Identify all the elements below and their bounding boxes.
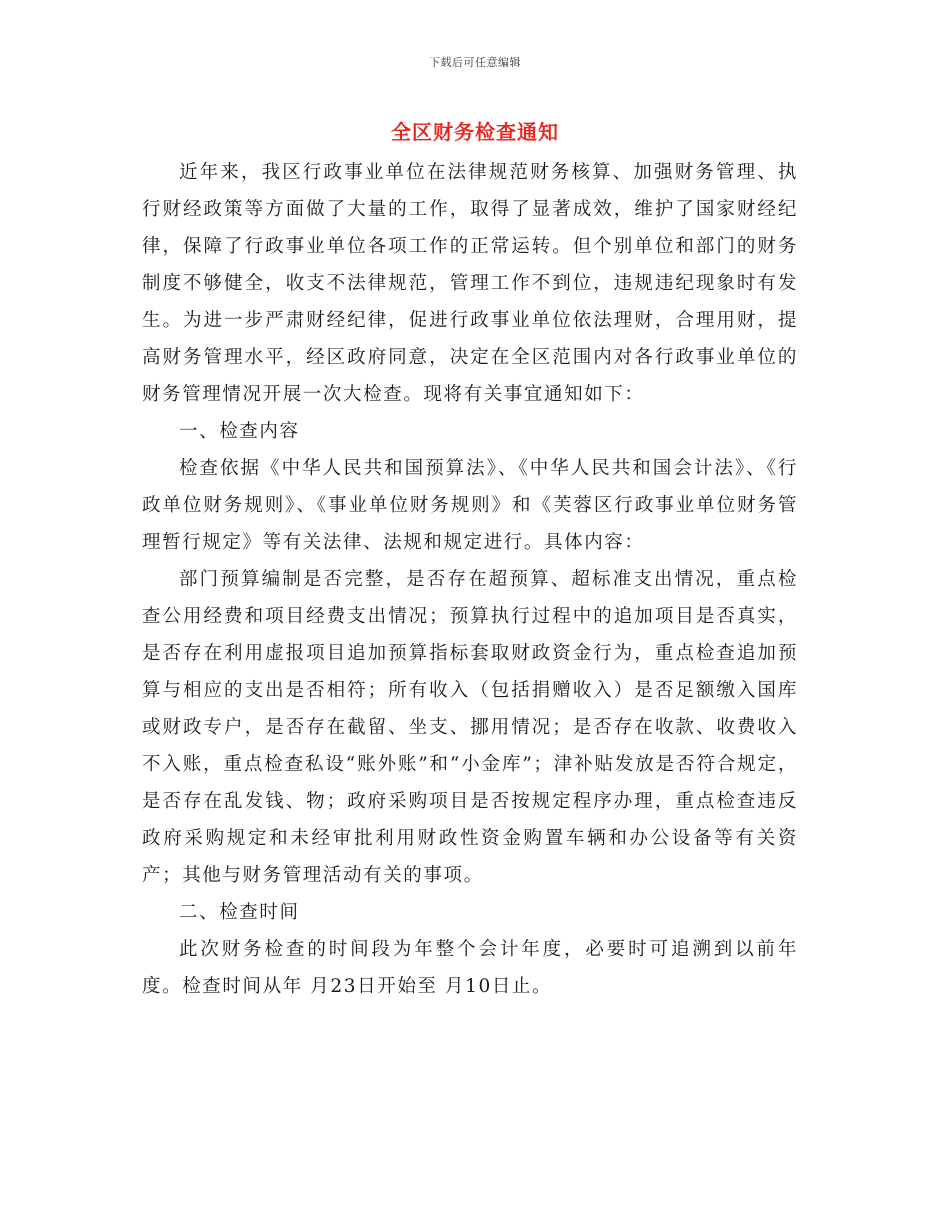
document-body [142,154,798,1005]
document-title: 全区财务检查通知 [391,120,559,144]
page-header-note: 下载后可任意编辑 [429,56,521,69]
inspection-time-paragraph: 此次财务检查的时间段为年整个会计年度，必要时可追溯到以前年度。检查时间从年 月23日开始至 月10日止。 [142,939,798,997]
section-heading-inspection-content: 一、检查内容 [179,421,300,442]
inspection-items-paragraph: 部门预算编制是否完整，是否存在超预算、超标准支出情况，重点检查公用经费和项目经费支出情况；预算执行过程中的追加项目是否真实，是否存在利用虚报项目追加预算指标套取财政资金行为，重点检查追加预算与相应的支出是否相符；所有收入（包括捐赠收入）是否足额缴入国库或财政专户，是否存在截留、坐支、挪用情况；是否存在收款、收费收入不入账，重点检查私设“账外账”和“小金库”；津补贴发放是否符合规定，是否存在乱发钱、物；政府采购项目是否按规定程序办理，重点检查违反政府采购规定和未经审批利用财政性资金购置车辆和办公设备等有关资产；其他与财务管理活动有关的事项。 [142,569,798,886]
inspection-basis-paragraph: 检查依据《中华人民共和国预算法》、《中华人民共和国会计法》、《行政单位财务规则》、《事业单位财务规则》和《芙蓉区行政事业单位财务管理暂行规定》等有关法律、法规和规定进行。具体内容： [142,458,798,553]
section-heading-inspection-time: 二、检查时间 [179,902,300,923]
intro-paragraph: 近年来，我区行政事业单位在法律规范财务核算、加强财务管理、执行财经政策等方面做了大量的工作，取得了显著成效，维护了国家财经纪律，保障了行政事业单位各项工作的正常运转。但个别单位和部门的财务制度不够健全，收支不法律规范，管理工作不到位，违规违纪现象时有发生。为进一步严肃财经纪律，促进行政事业单位依法理财，合理用财，提高财务管理水平，经区政府同意，决定在全区范围内对各行政事业单位的财务管理情况开展一次大检查。现将有关事宜通知如下： [142,162,798,405]
